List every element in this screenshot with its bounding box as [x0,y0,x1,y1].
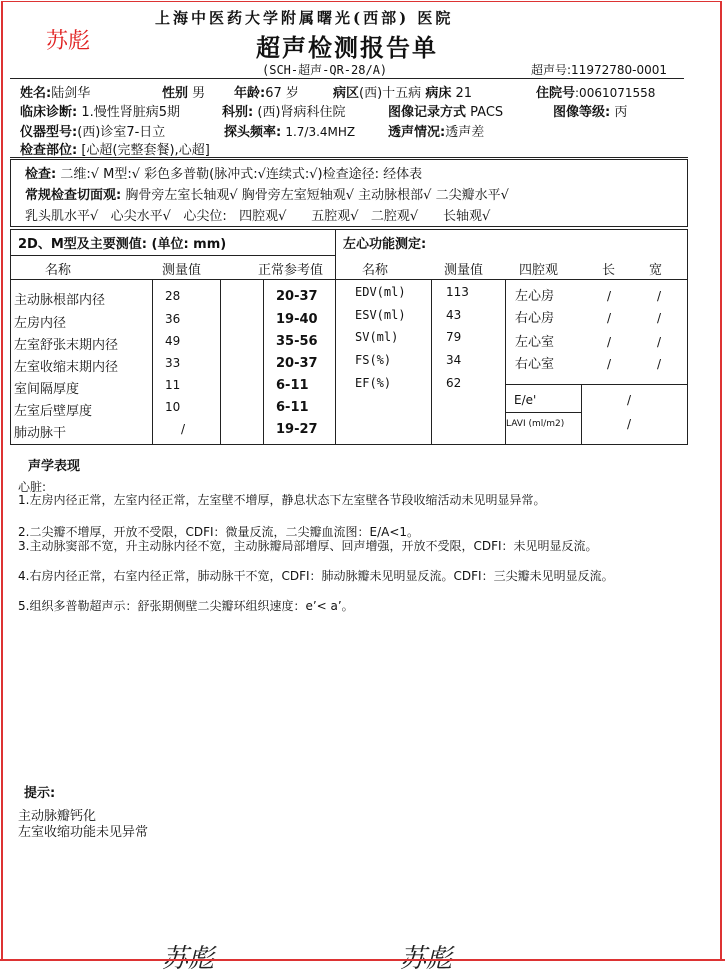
ee-value: / [627,393,632,407]
header-row-divider [10,279,688,280]
lv-param-name: EDV(ml) [355,285,406,299]
bottom-edge [0,959,725,961]
exam-methods: 检查: 二维:√ M型:√ 彩色多普勒(脉冲式:√连续式:√)检查途径: 经体表 [25,167,423,182]
exam-views-2: 乳头肌水平√ 心尖水平√ 心尖位: 四腔观√ 五腔观√ 二腔观√ 长轴观√ [25,209,491,224]
findings-title: 声学表现 [28,459,81,474]
form-code: (SCH-超声-QR-28/A) [262,63,388,77]
lv-param-value: 62 [446,376,462,390]
patient-age: 年龄:67 岁 [234,86,299,101]
signature-2: 苏彪 [400,944,453,974]
lv-param-name: EF(%) [355,376,392,390]
conclusion-2: 左室收缩功能未见异常 [18,825,149,840]
inpatient-number: 住院号:0061071558 [536,86,656,101]
measurement-name: 左室后壁厚度 [14,404,93,419]
chamber-name: 右心房 [515,311,555,326]
patient-name-row: 姓名:陆剑华 [20,86,91,101]
finding-3: 3.主动脉窦部不宽，升主动脉内径不宽，主动脉瓣局部增厚、回声增强，开放不受限，CDFI：未见明显反流。 [18,539,598,553]
table-split [335,229,336,445]
lv-param-name: ESV(ml) [355,308,406,322]
right-col-line-1 [431,279,432,445]
lv-param-name: SV(ml) [355,330,399,344]
measurement-ref: 20-37 [276,356,318,371]
chamber-length: / [607,357,612,371]
ee-label: E/e' [514,393,537,407]
department: 科别: (西)肾病科住院 [222,105,346,120]
left-col-line-3 [263,279,264,445]
info-divider [10,157,688,158]
clinical-diagnosis: 临床诊断: 1.慢性肾脏病5期 [20,105,181,120]
ultrasound-number: 超声号:11972780-0001 [531,63,667,77]
chamber-name: 左心房 [515,289,555,304]
chamber-width: / [657,335,662,349]
measurement-ref: 35-56 [276,334,318,349]
hospital-name: 上海中医药大学附属曙光(西部) 医院 [155,9,454,27]
finding-4: 4.右房内径正常，右室内径正常，肺动脉干不宽，CDFI：肺动脉瓣未见明显反流。CDFI：三尖瓣未见明显反流。 [18,569,614,583]
chamber-name: 左心室 [515,335,555,350]
col-ref-header: 正常参考值 [258,263,324,278]
conclusion-title: 提示: [24,786,56,801]
col-name-header: 名称 [45,263,72,278]
measurement-value: 36 [165,312,181,326]
lv-param-value: 43 [446,308,462,322]
lv-param-name: FS(%) [355,353,392,367]
finding-1: 1.左房内径正常，左室内径正常，左室壁不增厚，静息状态下左室壁各节段收缩活动未见明显异常。 [18,493,546,507]
measurement-value: 33 [165,356,181,370]
sound-transmission: 透声情况:透声差 [388,125,485,140]
measurement-value: 28 [165,289,181,303]
measurement-name: 左房内径 [14,316,67,331]
patient-ward: 病区(西)十五病 病床 21 [333,86,473,101]
measurement-value: 49 [165,334,181,348]
image-record-method: 图像记录方式 PACS [388,105,504,120]
lavi-value: / [627,417,632,431]
measurement-name: 肺动脉干 [14,426,67,441]
measurement-value: / [181,422,186,436]
left-title-divider [10,255,335,256]
report-title: 超声检测报告单 [256,34,438,62]
measurement-ref: 20-37 [276,289,318,304]
chamber-width: / [657,357,662,371]
measurement-ref: 19-27 [276,422,318,437]
chamber-width: / [657,289,662,303]
right-col-view-header: 四腔观 [519,263,559,278]
measurement-ref: 6-11 [276,378,309,393]
conclusion-1: 主动脉瓣钙化 [18,809,97,824]
image-grade: 图像等级: 丙 [553,105,628,120]
right-col-line-3 [581,384,582,445]
lv-param-value: 34 [446,353,462,367]
doctor-stamp: 苏彪 [46,29,91,54]
chamber-length: / [607,311,612,325]
patient-sex: 性别 男 [162,86,206,101]
measurement-name: 室间隔厚度 [14,382,80,397]
lv-param-value: 113 [446,285,469,299]
right-table-title: 左心功能测定: [343,237,427,252]
probe-frequency: 探头频率: 1.7/3.4MHZ [224,125,356,140]
exam-site: 检查部位: [心超(完整套餐),心超] [20,143,210,158]
measurement-value: 10 [165,400,181,414]
chamber-length: / [607,289,612,303]
measurement-ref: 19-40 [276,312,318,327]
right-col-width-header: 宽 [649,263,663,278]
exam-views: 常规检查切面观: 胸骨旁左室长轴观√ 胸骨旁左室短轴观√ 主动脉根部√ 二尖瓣水平√ [25,188,509,203]
lv-param-value: 79 [446,330,462,344]
right-col-name-header: 名称 [362,263,389,278]
signature-1: 苏彪 [162,944,215,974]
left-table-title: 2D、M型及主要测值: (单位: mm) [18,237,227,252]
right-col-len-header: 长 [602,263,616,278]
measurement-name: 左室收缩末期内径 [14,360,119,375]
chamber-length: / [607,335,612,349]
chamber-name: 右心室 [515,357,555,372]
left-col-line-2 [220,279,221,445]
col-value-header: 测量值 [162,263,202,278]
header-divider [10,78,684,79]
measurement-name: 左室舒张末期内径 [14,338,119,353]
finding-5: 5.组织多普勒超声示：舒张期侧壁二尖瓣环组织速度：e’< a’。 [18,599,354,613]
heart-label: 心脏: [18,480,47,494]
finding-2: 2.二尖瓣不增厚，开放不受限，CDFI：微量反流，二尖瓣血流图：E/A<1。 [18,525,420,539]
ee-divider [505,384,688,385]
measurement-ref: 6-11 [276,400,309,415]
lavi-label: LAVI (ml/m2) [506,419,565,429]
lavi-divider [505,412,581,413]
right-col-value-header: 测量值 [444,263,484,278]
left-col-line-1 [152,279,153,445]
device-model: 仪器型号:(西)诊室7-日立 [20,125,166,140]
chamber-width: / [657,311,662,325]
measurement-name: 主动脉根部内径 [14,293,106,308]
measurement-value: 11 [165,378,181,392]
